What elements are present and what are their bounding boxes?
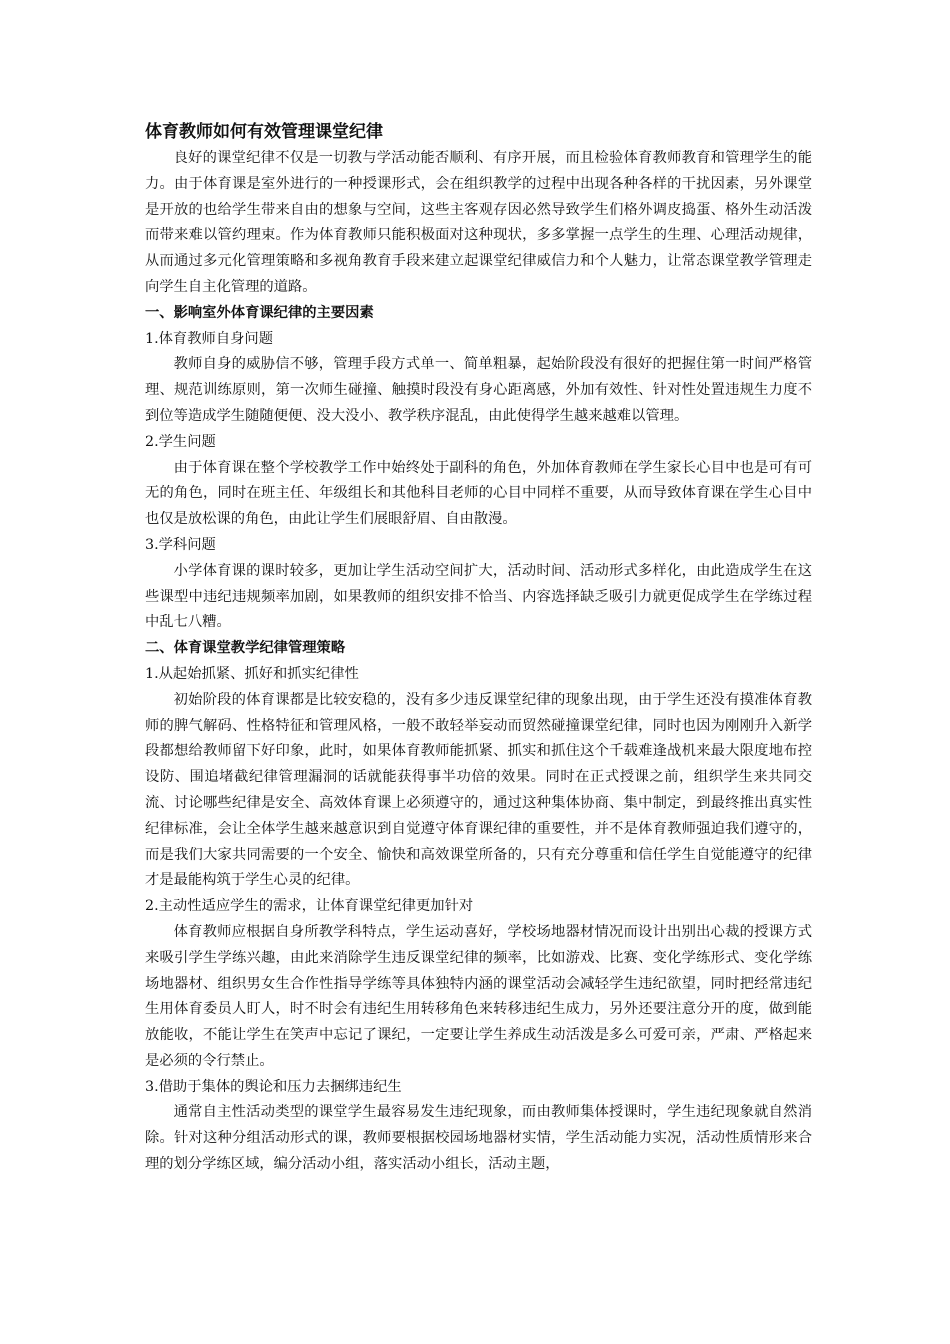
section-influencing-factors xyxy=(145,301,812,636)
document-title: 体育教师如何有效管理课堂纪律 xyxy=(145,122,383,142)
body-paragraph: 教师自身的威胁信不够，管理手段方式单一、简单粗暴，起始阶段没有很好的把握住第一时间严格管理、规范训练原则，第一次师生碰撞、触摸时段没有身心距离感，外加有效性、针对性处置违规生力度不到位等造成学生随随便便、没大没小、教学秩序混乱，由此使得学生越来越难以管理。 xyxy=(145,356,812,424)
body-paragraph: 通常自主性活动类型的课堂学生最容易发生违纪现象，而由教师集体授课时，学生违纪现象就自然消除。针对这种分组活动形式的课，教师要根据校园场地器材实情，学生活动能力实况，活动性质情形来合理的划分学练区域，编分活动小组，落实活动小组长，活动主题， xyxy=(145,1104,812,1173)
document-page xyxy=(145,118,812,1178)
subsection-heading: 1.从起始抓紧、抓好和抓实纪律性 xyxy=(145,665,359,682)
intro-paragraph: 良好的课堂纪律不仅是一切教与学活动能否顺利、有序开展，而且检验体育教师教育和管理学生的能力。由于体育课是室外进行的一种授课形式，会在组织教学的过程中出现各种各样的干扰因素，另外课堂是开放的也给学生带来自由的想象与空间，这些主客观存因必然导致学生们格外调皮捣蛋、格外生动活泼而带来难以管约理束。作为体育教师只能积极面对这种现状，多多掌握一点学生的生理、心理活动规律，从而通过多元化管理策略和多视角教育手段来建立起课堂纪律威信力和个人魅力，让常态课堂教学管理走向学生自主化管理的道路。 xyxy=(145,150,812,295)
section-heading: 一、影响室外体育课纪律的主要因素 xyxy=(145,304,374,321)
body-paragraph: 体育教师应根据自身所教学科特点，学生运动喜好，学校场地器材情况而设计出别出心裁的授课方式来吸引学生学练兴趣，由此来消除学生违反课堂纪律的频率，比如游戏、比赛、变化学练形式、变化学练场地器材、组织男女生合作性指导学练等具体独特内涵的课堂活动会减轻学生违纪欲望，同时把经常违纪生用体育委员人盯人，时不时会有违纪生用转移角色来转移违纪生成力，另外还要注意分开的度，做到能放能收，不能让学生在笑声中忘记了课纪，一定要让学生养成生动活泼是多么可爱可亲，严肃、严格起来是必须的令行禁止。 xyxy=(145,923,812,1069)
subsection-heading: 2.学生问题 xyxy=(145,433,216,450)
subsection-heading: 3.学科问题 xyxy=(145,536,216,553)
body-paragraph: 小学体育课的课时较多，更加让学生活动空间扩大，活动时间、活动形式多样化，由此造成学生在这些课型中违纪违规频率加剧，如果教师的组织安排不恰当、内容选择缺乏吸引力就更促成学生在学练过程中乱七八糟。 xyxy=(145,562,812,631)
subsection-heading: 2.主动性适应学生的需求，让体育课堂纪律更加针对 xyxy=(145,898,474,915)
body-paragraph: 初始阶段的体育课都是比较安稳的，没有多少违反课堂纪律的现象出现，由于学生还没有摸准体育教师的脾气解码、性格特征和管理风格，一般不敢轻举妄动而贸然碰撞课堂纪律，同时也因为刚刚升入新学段都想给教师留下好印象，此时，如果体育教师能抓紧、抓实和抓住这个千载难逢战机来最大限度地布控设防、围追堵截纪律管理漏洞的话就能获得事半功倍的效果。同时在正式授课之前，组织学生来共同交流、讨论哪些纪律是安全、高效体育课上必须遵守的，通过这种集体协商、集中制定，到最终推出真实性纪律标准，会让全体学生越来越意识到自觉遵守体育课纪律的重要性，并不是体育教师强迫我们遵守的，而是我们大家共同需要的一个安全、愉快和高效课堂所备的，只有充分尊重和信任学生自觉能遵守的纪律才是最能构筑于学生心灵的纪律。 xyxy=(145,691,812,889)
body-paragraph: 由于体育课在整个学校教学工作中始终处于副科的角色，外加体育教师在学生家长心目中也是可有可无的角色，同时在班主任、年级组长和其他科目老师的心目中同样不重要，从而导致体育课在学生心目中也仅是放松课的角色，由此让学生们展眼舒眉、自由散漫。 xyxy=(145,459,812,528)
section-heading: 二、体育课堂教学纪律管理策略 xyxy=(145,640,346,657)
subsection-heading: 1.体育教师自身问题 xyxy=(145,330,274,347)
subsection-heading: 3.借助于集体的舆论和压力去捆绑违纪生 xyxy=(145,1078,402,1095)
section-management-strategies xyxy=(145,636,812,1178)
